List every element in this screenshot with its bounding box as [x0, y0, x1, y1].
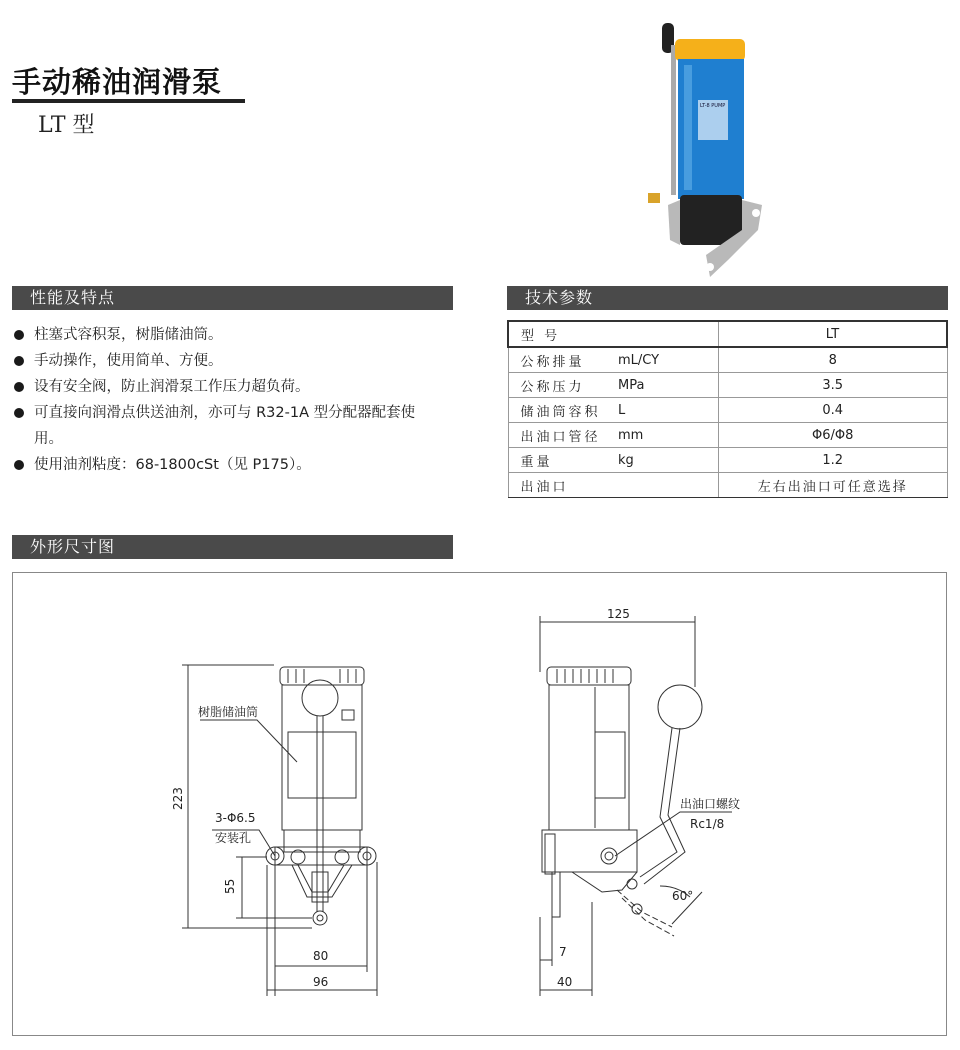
spec-name: 公称压力 — [508, 373, 618, 398]
spec-value: 8 — [719, 347, 948, 373]
spec-value: 3.5 — [719, 373, 948, 398]
outlet-label-2: Rc1/8 — [690, 817, 725, 831]
table-row — [508, 398, 947, 423]
spec-value: 左右出油口可任意选择 — [719, 473, 948, 498]
spec-unit: mm — [618, 423, 719, 448]
dim-223-label: 223 — [171, 787, 185, 810]
spec-table — [507, 320, 948, 498]
label-plate-text: LT-8 PUMP — [700, 103, 726, 109]
spec-header-row — [508, 321, 947, 347]
dimension-drawing — [12, 572, 947, 1036]
feature-item: 柱塞式容积泵，树脂储油筒。 — [12, 322, 452, 348]
table-row — [508, 448, 947, 473]
dim-40-label: 40 — [557, 975, 573, 989]
features-heading: 性能及特点 — [30, 288, 116, 307]
front-reservoir — [282, 685, 362, 830]
feature-item: 使用油剂粘度：68-1800cSt（见 P175）。 — [12, 452, 452, 478]
features-list — [12, 322, 452, 478]
table-row — [508, 373, 947, 398]
dim-96-label: 96 — [313, 975, 329, 989]
table-row — [508, 347, 947, 373]
spec-name: 公称排量 — [508, 347, 618, 373]
drawing-heading-bar — [12, 535, 453, 559]
model-subtitle: LT 型 — [38, 113, 95, 138]
reservoir-cap — [675, 39, 745, 61]
dim-55-label: 55 — [223, 878, 237, 894]
spec-name: 储油筒容积 — [508, 398, 618, 423]
spec-unit: mL/CY — [618, 347, 719, 373]
dim-125-label: 125 — [607, 607, 630, 621]
front-cap — [280, 667, 364, 685]
title-underline — [12, 99, 245, 103]
feature-item: 设有安全阀，防止润滑泵工作压力超负荷。 — [12, 374, 452, 400]
reservoir-label: 树脂储油筒 — [198, 705, 259, 719]
page-title: 手动稀油润滑泵 — [12, 65, 223, 99]
hole-label-1: 3-Φ6.5 — [215, 811, 256, 825]
spec-name: 出油口管径 — [508, 423, 618, 448]
dim-80-label: 80 — [313, 949, 329, 963]
outlet-fitting — [648, 193, 660, 203]
angle-label: 60° — [672, 889, 694, 903]
spec-header-value: LT — [719, 321, 948, 347]
side-reservoir — [549, 685, 629, 830]
feature-item: 手动操作，使用简单、方便。 — [12, 348, 452, 374]
spec-value: 0.4 — [719, 398, 948, 423]
table-row — [508, 423, 947, 448]
spec-name: 出油口 — [508, 473, 618, 498]
side-handle-ball — [658, 685, 702, 729]
drawing-heading: 外形尺寸图 — [30, 537, 116, 556]
outlet-label-1: 出油口螺纹 — [680, 797, 741, 811]
feature-item: 可直接向润滑点供送油剂，亦可与 R32-1A 型分配器配套使用。 — [12, 400, 439, 452]
front-bottom-hole — [313, 911, 327, 925]
spec-value: Φ6/Φ8 — [719, 423, 948, 448]
product-photo — [640, 15, 768, 280]
spec-unit: L — [618, 398, 719, 423]
hole-label-2: 安装孔 — [215, 831, 252, 845]
spec-value: 1.2 — [719, 448, 948, 473]
spec-unit — [618, 473, 719, 498]
spec-header-name: 型 号 — [508, 321, 719, 347]
handle-rod — [671, 45, 676, 195]
dim-7-label: 7 — [559, 945, 567, 959]
side-outlet — [601, 848, 617, 864]
spec-unit: MPa — [618, 373, 719, 398]
spec-unit: kg — [618, 448, 719, 473]
spec-name: 重量 — [508, 448, 618, 473]
specs-heading-bar — [507, 286, 948, 310]
features-heading-bar — [12, 286, 453, 310]
specs-heading: 技术参数 — [525, 288, 594, 307]
table-row — [508, 473, 947, 498]
